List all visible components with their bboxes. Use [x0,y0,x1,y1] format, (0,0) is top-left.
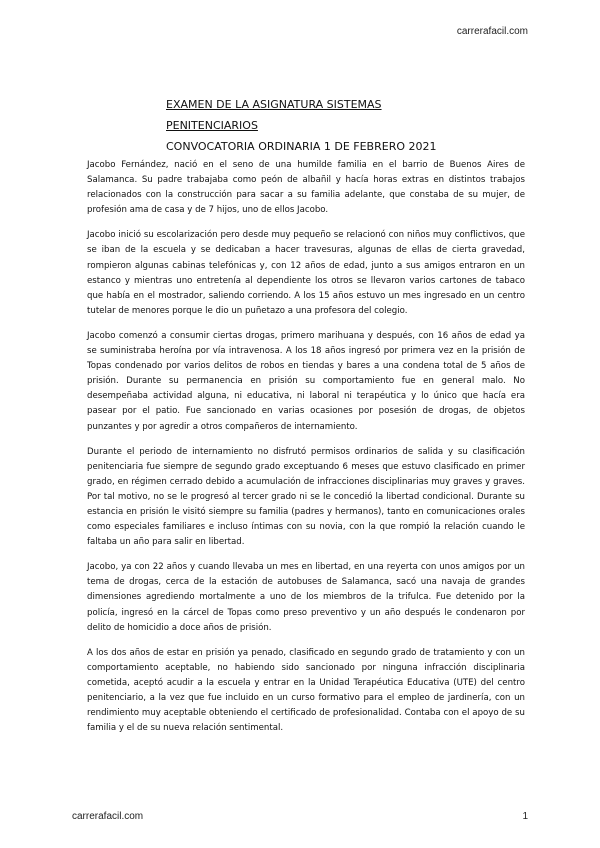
title-line-1: EXAMEN DE LA ASIGNATURA SISTEMAS [166,98,382,111]
case-text [87,158,525,746]
paragraph: Jacobo Fernández, nació en el seno de una humilde familia en el barrio de Buenos Aires de Salamanca. Su padre trabajaba como peón de albañil y hacía horas extras en distintos trabajos relacionados con la construcción para sacar a su familia adelante, que constaba de su mujer, de profesión ama de casa y de 7 hijos, uno de ellos Jacobo. [87,160,525,216]
paragraph: A los dos años de estar en prisión ya penado, clasificado en segundo grado de tratamiento y con un comportamiento aceptable, no habiendo sido sancionado por ninguna infracción disciplinaria cometida, aceptó acudir a la escuela y entrar en la Unidad Terapéutica Educativa (UTE) del centro penitenciario, a la vez que fue incluido en un curso formativo para el empleo de jardinería, con un rendimiento muy aceptable obteniendo el certificado de profesionalidad. Contaba con el apoyo de su familia y el de su nueva relación sentimental. [87,647,525,734]
paragraph: Jacobo, ya con 22 años y cuando llevaba un mes en libertad, en una reyerta con unos amigos por un tema de drogas, cerca de la estación de autobuses de Salamanca, sacó una navaja de grandes dimensiones agrediendo mortalmente a uno de los miembros de la trifulca. Fue detenido por la policía, ingresó en la cárcel de Topas como preso preventivo y un año después le condenaron por delito de homicidio a doce años de prisión. [87,562,525,633]
paragraph: Jacobo comenzó a consumir ciertas drogas, primero marihuana y después, con 16 años de edad ya se suministraba heroína por vía intravenosa. A los 18 años ingresó por primera vez en la prisión de Topas condenado por varios delitos de robos en tiendas y bares a una condena total de 5 años de prisión. Durante su permanencia en prisión su comportamiento fue en general malo. No desempeñaba actividad alguna, ni educativa, ni laboral ni terapéutica y lo único que hacía era pasear por el patio. Fue sancionado en varias ocasiones por posesión de drogas, de objetos punzantes y por agredir a otros compañeros de internamiento. [87,330,525,432]
header-site-name: carrerafacil.com [456,26,528,37]
paragraph: Durante el periodo de internamiento no disfrutó permisos ordinarios de salida y su clasificación penitenciaria fue siempre de segundo grado exceptuando 6 meses que estuvo clasificado en primer grado, en régimen cerrado debido a acumulación de infracciones disciplinarias muy graves y graves. Por tal motivo, no se le progresó al tercer grado ni se le concedió la libertad condicional. Durante su estancia en prisión le visitó siempre su familia (padres y hermanos), tanto en comunicaciones orales como especiales familiares e incluso íntimas con su novia, con la que rompió la relación cuando le faltaba un año para salir en libertad. [87,446,525,548]
exam-title-block [166,94,486,157]
footer-site-name: carrerafacil.com [72,811,144,822]
title-line-2: PENITENCIARIOS [166,119,258,132]
paragraph: Jacobo inició su escolarización pero desde muy pequeño se relacionó con niños muy conflictivos, que se iban de la escuela y se dedicaban a hacer travesuras, algunas de ellas de cierta gravedad, rompieron algunas cabinas telefónicas y, con 12 años de edad, junto a sus amigos entraron en un estanco y mientras uno entretenía al dependiente los otros se llevaron varios cartones de tabaco que había en el mostrador, saliendo corriendo. A los 15 años estuvo un mes ingresado en un centro tutelar de menores porque le dio un puñetazo a una profesora del colegio. [87,230,525,316]
page-number: 1 [522,811,528,822]
title-line-3: CONVOCATORIA ORDINARIA 1 DE FEBRERO 2021 [166,140,437,153]
